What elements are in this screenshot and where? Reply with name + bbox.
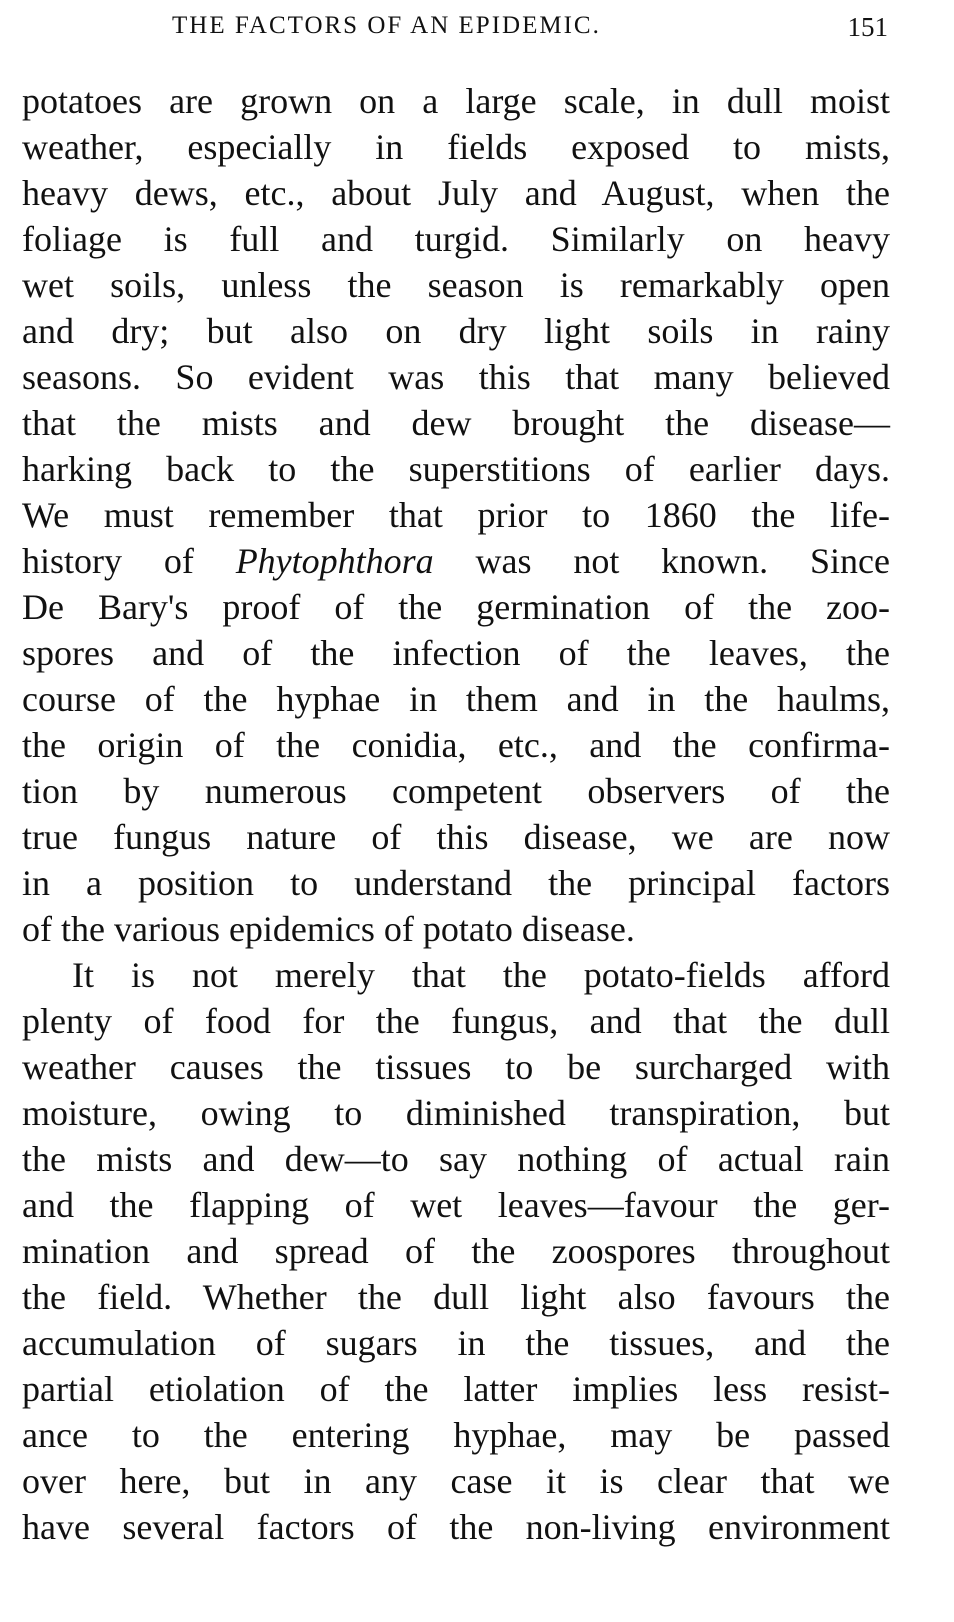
text-line: ance to the entering hyphae, may be passed: [22, 1415, 890, 1455]
text-line: accumulation of sugars in the tissues, and the: [22, 1323, 890, 1363]
text-line: and the flapping of wet leaves—favour the ger-: [22, 1185, 890, 1225]
paragraph-2: [22, 952, 890, 1550]
text-line-mixed: [22, 538, 890, 584]
body-text: [22, 78, 890, 1550]
text-line: that the mists and dew brought the disease—: [22, 403, 890, 443]
text-line: It is not merely that the potato-fields afford: [72, 955, 890, 995]
text-line: of the various epidemics of potato disease.: [22, 909, 635, 949]
text-line: seasons. So evident was this that many believed: [22, 357, 890, 397]
text-line: the field. Whether the dull light also favours the: [22, 1277, 890, 1317]
text-line: wet soils, unless the season is remarkably open: [22, 265, 890, 305]
text-line: partial etiolation of the latter implies less resist-: [22, 1369, 890, 1409]
text-line: tion by numerous competent observers of the: [22, 771, 890, 811]
text-run: was not known. Since: [475, 541, 891, 581]
text-line: true fungus nature of this disease, we are now: [22, 817, 890, 857]
text-line: and dry; but also on dry light soils in rainy: [22, 311, 890, 351]
book-page: [22, 0, 890, 1622]
text-line: weather causes the tissues to be surcharged with: [22, 1047, 890, 1087]
text-line: over here, but in any case it is clear that we: [22, 1461, 890, 1501]
text-line: foliage is full and turgid. Similarly on heavy: [22, 219, 890, 259]
page-number: 151: [847, 12, 888, 42]
text-line: moisture, owing to diminished transpiration, but: [22, 1093, 890, 1133]
italic-genus-name: Phytophthora: [235, 541, 434, 581]
text-line: heavy dews, etc., about July and August, when the: [22, 173, 890, 213]
text-line: We must remember that prior to 1860 the life-: [22, 495, 890, 535]
text-line: potatoes are grown on a large scale, in dull moist: [22, 81, 890, 121]
text-line: mination and spread of the zoospores throughout: [22, 1231, 890, 1271]
text-line: plenty of food for the fungus, and that the dull: [22, 1001, 890, 1041]
text-line: in a position to understand the principal factors: [22, 863, 890, 903]
text-line: De Bary's proof of the germination of the zoo-: [22, 587, 890, 627]
running-title: THE FACTORS OF AN EPIDEMIC.: [172, 12, 601, 39]
text-run: history of: [22, 541, 194, 581]
text-line: harking back to the superstitions of earlier days.: [22, 449, 890, 489]
text-line: have several factors of the non-living environment: [22, 1507, 890, 1547]
text-line: the origin of the conidia, etc., and the confirma-: [22, 725, 890, 765]
text-line: course of the hyphae in them and in the haulms,: [22, 679, 890, 719]
text-line: weather, especially in fields exposed to mists,: [22, 127, 890, 167]
running-head: [22, 6, 890, 46]
text-line: spores and of the infection of the leaves, the: [22, 633, 890, 673]
paragraph-1: [22, 78, 890, 952]
text-line: the mists and dew—to say nothing of actual rain: [22, 1139, 890, 1179]
